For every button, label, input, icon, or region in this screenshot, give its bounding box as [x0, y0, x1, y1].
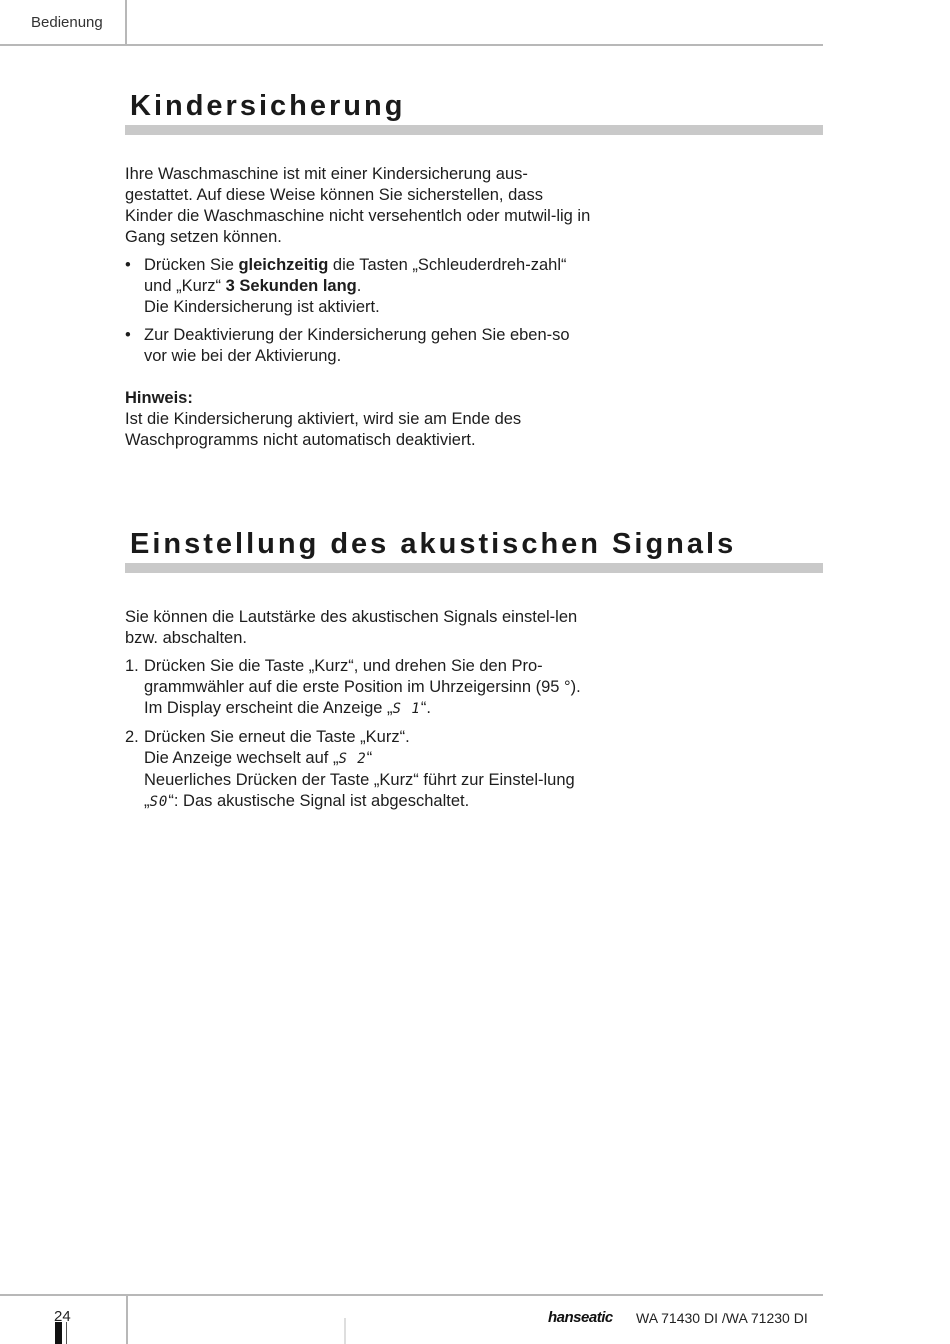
display-code: S 1 [392, 701, 421, 717]
step-text: Neuerliches Drücken der Taste „Kurz“ führt zur Einstel-lung „ [144, 771, 575, 810]
bullet-mark: • [125, 326, 131, 344]
note-text: Ist die Kindersicherung aktiviert, wird sie am Ende des Waschprogramms nicht automatisch deaktiviert. [125, 410, 522, 449]
step-text: “: Das akustische Signal ist abgeschaltet. [168, 792, 470, 810]
step-number: 1. [125, 657, 139, 675]
section-title-kindersicherung: Kindersicherung [130, 90, 406, 122]
section-title-signal: Einstellung des akustischen Signals [130, 528, 737, 560]
bullet-text: Drücken Sie [144, 256, 239, 274]
bullet-text: Zur Deaktivierung der Kindersicherung gehen Sie eben-so vor wie bei der Aktivierung. [144, 326, 570, 365]
display-code: S0 [149, 794, 169, 810]
section-body-signal [125, 607, 595, 813]
header-divider-vertical [125, 0, 127, 45]
bullet-text: . [356, 277, 362, 295]
footer-rule [0, 1294, 823, 1296]
footer-tick-mark [344, 1318, 346, 1344]
step-item-2 [125, 727, 595, 813]
page-number: 24 [54, 1308, 71, 1325]
display-code: S 2 [338, 751, 367, 767]
bullet-item-activate [125, 255, 595, 318]
step-text: “. [420, 699, 431, 717]
step-text: Im Display erscheint die Anzeige „ [144, 699, 393, 717]
bullet-result: Die Kindersicherung ist aktiviert. [144, 298, 380, 316]
bullet-mark: • [125, 256, 131, 274]
step-number: 2. [125, 728, 139, 746]
section-title-underline [125, 125, 823, 135]
page-marker-bar [55, 1322, 62, 1344]
page-marker-line [66, 1322, 67, 1344]
model-number: WA 71430 DI /WA 71230 DI [636, 1310, 808, 1326]
bullet-emphasis: 3 Sekunden lang [225, 277, 357, 295]
header-rule [0, 44, 823, 46]
brand-logo: hanseatic [548, 1309, 613, 1326]
intro-paragraph: Sie können die Lautstärke des akustischen Signals einstel-len bzw. abschalten. [125, 608, 578, 647]
step-text: Die Anzeige wechselt auf „ [144, 749, 339, 767]
section-body-kindersicherung [125, 164, 595, 451]
intro-paragraph: Ihre Waschmaschine ist mit einer Kindersicherung aus-gestattet. Auf diese Weise können Sie sicherstellen, dass Kinder die Waschmaschine nicht versehentlch oder mutwil-lig in Gang setzen können. [125, 165, 591, 246]
running-header-section: Bedienung [31, 14, 103, 31]
bullet-item-deactivate [125, 325, 595, 367]
step-item-1 [125, 656, 595, 720]
section-title-underline [125, 563, 823, 573]
step-text: “ [366, 749, 373, 767]
step-text: Drücken Sie erneut die Taste „Kurz“. [144, 728, 410, 746]
step-text: Drücken Sie die Taste „Kurz“, und drehen Sie den Pro-grammwähler auf die erste Position im Uhrzeigersinn (95 °). [144, 657, 581, 696]
note-label: Hinweis: [125, 389, 193, 407]
bullet-text: die Tasten „Schleuderdreh-zahl“ und „Kurz“ [144, 256, 567, 295]
bullet-emphasis: gleichzeitig [238, 256, 329, 274]
footer-divider-vertical [126, 1294, 128, 1344]
